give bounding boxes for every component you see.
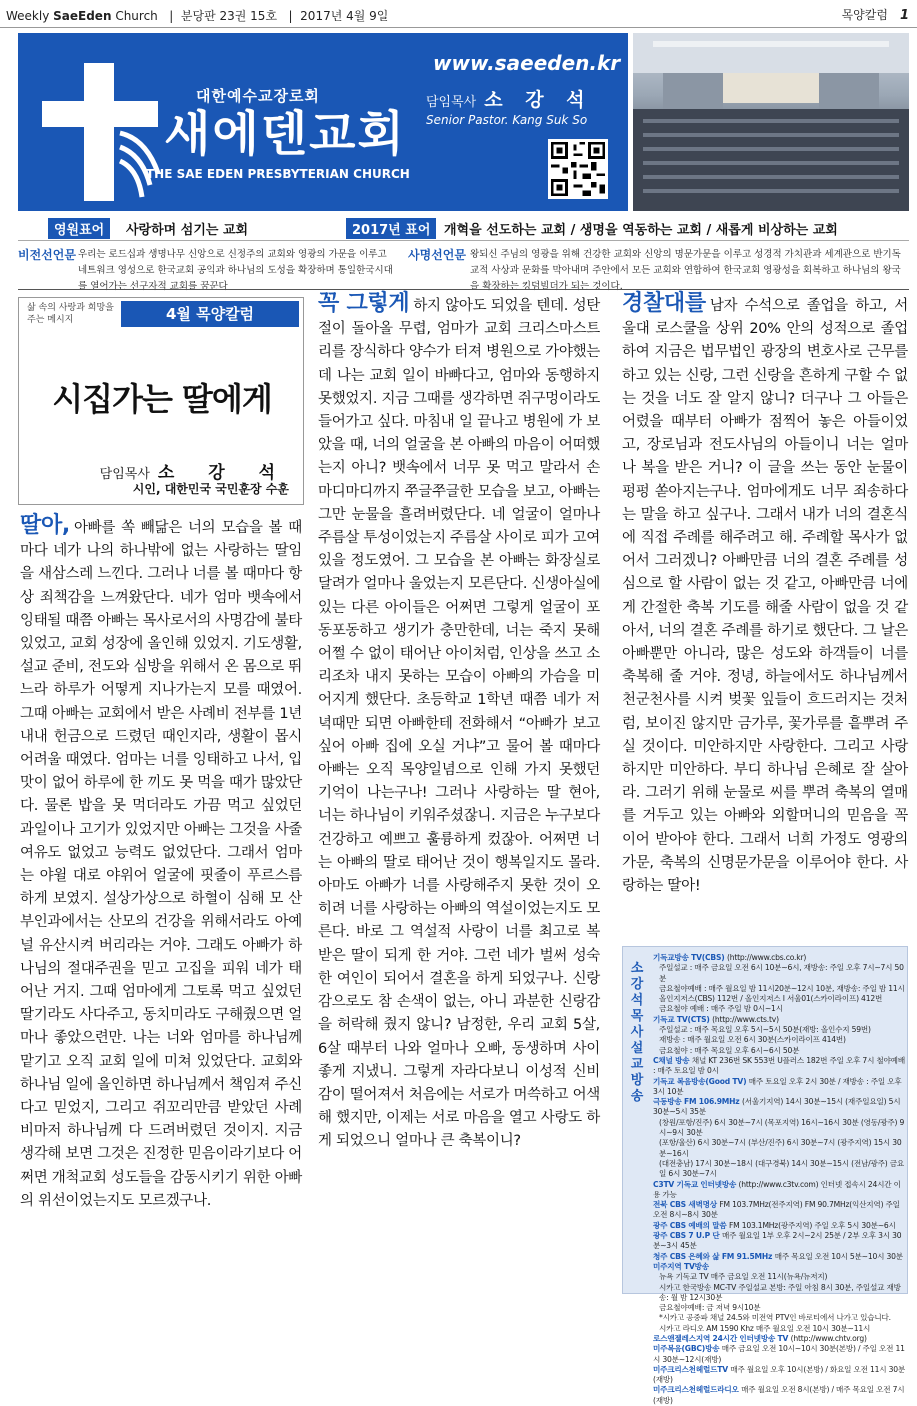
broadcast-program-detail: (대전충남) 17시 30분~18시 (대구경북) 14시 30분~15시 (전남/광주) 금요일 6시 30분~7시 bbox=[659, 1158, 905, 1179]
cross-logo-icon bbox=[42, 63, 162, 203]
broadcast-line bbox=[653, 1231, 905, 1252]
qr-code-icon[interactable] bbox=[548, 139, 608, 199]
broadcast-line bbox=[653, 994, 905, 1004]
broadcast-program-detail: 주일설교 : 매주 금요일 오전 6시 10분~6시, 재방송: 주일 오후 7시~7시 50분 bbox=[659, 963, 904, 983]
paragraph-3: 남자 수석으로 졸업을 하고, 서울대 로스쿨을 상위 20% 안의 성적으로 졸업하여 지금은 법무법인 광장의 변호사로 근무를 하고 있는 신랑, 그런 신랑을 흔하게 구할 수 없는 것을 너도 잘 알지 않니? 더구나 그 아들은 어렸을 때부터 아빠가 점찍어 놓은 아들이었고, 장로님과 전도사님의 아들이니 너는 얼마나 복을 받은 거니? 이 글을 쓰는 동안 눈물이 펑펑 쏟아지는구나. 엄마에게도 너무 죄송하다는 말을 하고 싶구나. 그래서 내가 너의 결혼식에 직접 주례를 해주려고 해. 주례할 목사가 없어서 그러겠니? 아빠만큼 너의 결혼 주례를 성심으로 할 사람이 없는 것 같고, 아빠만큼 너에게 간절한 축복 기도를 해줄 사람이 없을 것 같아서, 너의 결혼 주례를 하기로 했단다. 그 날은 아빠뿐만 아니라, 많은 성도와 하객들이 너를 축복해 줄 거야. 정녕, 하늘에서도 하나님께서 천군천사를 시켜 벚꽃 잎들이 흐드러지는 것처럼, 보이진 않지만 금가루, 꽃가루를 흩뿌려 주실 것이다. 미안하지만 사랑한다. 그리고 사랑하지만 미안하다. 부디 하나님 은혜로 잘 살아라. 그러기 위해 눈물로 씨를 뿌려 축복의 열매를 거두고 있는 아빠와 외할머니의 믿음을 꼭 이어 받아야 한다. 그래서 너희 가정도 영광의 가문, 축복의 신명문가문을 이루어야 한다. 사랑하는 딸아! bbox=[622, 298, 908, 895]
broadcast-line bbox=[653, 1385, 905, 1406]
broadcast-program-detail: 매주 금요일 오전 10시~10시 30분(본방) / 주일 오전 11시 30분~12시(재방) bbox=[653, 1344, 905, 1364]
broadcast-program-name: 기독교 복음방송(Good TV) bbox=[653, 1076, 749, 1086]
broadcast-program-name: 광주 CBS 7 U.P 단 bbox=[653, 1231, 722, 1241]
broadcast-line bbox=[653, 1056, 905, 1077]
issue-number: 분당판 23권 15호 bbox=[180, 9, 278, 23]
pastor-english-name: Senior Pastor. Kang Suk So bbox=[426, 113, 588, 127]
broadcast-program-name: 극동방송 FM 106.9MHz bbox=[653, 1097, 742, 1107]
broadcast-program-detail: (http://www.cbs.co.kr) bbox=[727, 953, 807, 962]
vision-text: 우리는 로드십과 생명나무 신앙으로 신정주의 교회와 영광의 가문을 이루고 네트워크 영성으로 한국교회 공익과 하나님의 도성을 확장하며 통일한국시대를 열어가는 선구자적 교회를 꿈꾼다 bbox=[78, 249, 393, 292]
broadcast-line bbox=[653, 1324, 905, 1334]
pastor-title: 담임목사 bbox=[426, 95, 477, 110]
broadcast-program-name: 기독교방송 TV(CBS) bbox=[653, 953, 727, 962]
broadcast-program-detail: (포항/울산) 6시 30분~7시 (부산/진주) 6시 30분~7시 (광주지역) 15시 30분~16시 bbox=[659, 1138, 902, 1158]
article-column-2 bbox=[318, 292, 600, 1154]
column-header bbox=[18, 297, 304, 505]
church-name: 새에덴교회 bbox=[164, 106, 406, 162]
broadcast-line bbox=[653, 1334, 905, 1344]
divider bbox=[18, 289, 909, 290]
broadcast-line bbox=[653, 1200, 905, 1221]
broadcast-program-detail: 금요철야 예배 : 매주 주일 밤 0시~1시 bbox=[659, 1004, 783, 1014]
broadcast-line bbox=[653, 1365, 905, 1386]
article-title: 시집가는 딸에게 bbox=[52, 380, 272, 418]
weekly-prefix: Weekly bbox=[6, 9, 54, 23]
sanctuary-photo bbox=[633, 33, 909, 211]
broadcast-line bbox=[653, 1159, 905, 1180]
column-label: 4월 목양칼럼 bbox=[121, 301, 299, 327]
broadcast-line bbox=[653, 1015, 905, 1025]
broadcast-program-detail: (서울기지역) 14시 30분~15시 (재주일요일) 5시 30분~5시 35분 bbox=[653, 1097, 901, 1117]
broadcast-line bbox=[653, 1138, 905, 1159]
issue-info: Weekly SaeEden Church | 분당판 23권 15호 | 2017년 4월 9일 bbox=[6, 9, 389, 23]
broadcast-program-detail: (http://www.c3tv.com) 인터넷 접속시 24시간 이용 가능 bbox=[653, 1179, 901, 1199]
broadcast-program-detail: 재방송 : 매주 월요일 오전 6시 30분(스카이라이프 414번) bbox=[659, 1035, 846, 1045]
broadcast-line bbox=[653, 1118, 905, 1139]
masthead-banner bbox=[18, 33, 628, 211]
broadcast-program-detail: 금요철야예배: 금 저녁 9시10분 bbox=[659, 1303, 761, 1313]
broadcast-line bbox=[653, 1180, 905, 1201]
broadcast-line bbox=[653, 1004, 905, 1014]
broadcast-program-detail: 올인지저스(CBS) 112번 / 올인지저스 I 서울01(스카이라이프) 412번 bbox=[659, 994, 883, 1004]
broadcast-program-detail: 매주 월요일 오후 10시(본방) / 화요일 오전 11시 30분(재방) bbox=[653, 1364, 906, 1385]
broadcast-program-name: 미주복음(GBC)방송 bbox=[653, 1344, 722, 1354]
broadcast-line bbox=[653, 1303, 905, 1313]
paragraph-1: 아빠를 쏙 빼닮은 너의 모습을 볼 때마다 네가 나의 하나밖에 없는 사랑하는 딸임을 새삼스레 느낀다. 그러나 너를 볼 때마다 항상 죄책감을 느껴왔단다. 네가 엄마 뱃속에서 잉태될 때쯤 아빠는 목사로서의 사명감에 불타 있었고, 교회 성장에 올인해 있었지. 기도생활, 설교 준비, 전도와 심방을 위해서 온 몸으로 뛰느라 하루가 어떻게 지나가는지 모를 때였어. 그때 아빠는 교회에서 받은 사례비 전부를 1년 내내 헌금으로 드렸던 때인지라, 생활이 몹시 어려울 때였다. 엄마는 너를 잉태하고 나서, 입맛이 없어 하루에 한 끼도 못 먹을 때가 많았단다. 물론 밥을 못 먹더라도 가끔 먹고 싶었던 과일이나 고기가 있었지만 아빠는 그것을 사줄 여유도 없었고 능력도 없었단다. 그래서 엄마는 야윌 대로 야위어 얼굴에 핏줄이 푸르스름하게 보였지. 설상가상으로 하혈이 심해 모 산부인과에서는 산모의 건강을 위해서라도 아예 널 유산시켜 버리라는 거야. 그래도 아빠가 하나님의 절대주권을 믿고 고집을 피워 네가 태어난 거지. 그때 엄마에게 그토록 먹고 싶었던 딸기라도 사다주고, 동치미라도 구해줬으면 얼마나 좋았으련만. 나는 너와 엄마를 하나님께 맡기고 오직 교회 일에 미쳐 있었단다. 교회와 하나님 일에 올인하면 하나님께서 책임져 주신다고 믿었지, 그리고 쥐꼬리만큼 받았던 사례비마저 하나님께 다 드려버렸던 것이지. 지금 생각해 보면 그것은 진정한 믿음이라기보다 어쩌면 개척교회 성도들을 감동시키기 위한 아빠의 위선이었는지도 모르겠구나. bbox=[20, 520, 302, 1209]
broadcast-label: 소강석목사 설교방송 bbox=[630, 961, 644, 1104]
year-motto-tag: 2017년 표어 bbox=[346, 218, 436, 239]
weekly-brand: SaeEden bbox=[53, 9, 112, 23]
broadcast-program-name: C채널 방송 bbox=[653, 1055, 692, 1065]
mission-text: 왕되신 주님의 영광을 위해 건강한 교회와 신앙의 명문가문을 이루고 성경적 가치관과 세계관으로 반기독교적 사상과 문화를 막아내며 주안에서 모든 교회와 연합하여 한국교회 영광성을 회복하고 하나님의 왕국을 확장하는 킹덤빌더가 되는 것이다. bbox=[470, 249, 901, 292]
broadcast-program-name: 청주 CBS 은혜와 삶 FM 91.5MHz bbox=[653, 1251, 775, 1261]
broadcast-line bbox=[653, 1272, 905, 1282]
author-description: 시인, 대한민국 국민훈장 수훈 bbox=[132, 482, 289, 496]
broadcast-program-detail: FM 103.1MHz(광주지역) 주일 오후 5시 30분~6시 bbox=[728, 1220, 896, 1230]
broadcast-program-name: 광주 CBS 예배의 말씀 bbox=[653, 1220, 729, 1230]
author-name: 소 강 석 bbox=[157, 463, 289, 483]
broadcast-program-detail: 매주 월요일 오전 8시(본방) / 매주 목요일 오전 7시(재방) bbox=[653, 1385, 905, 1405]
section-info bbox=[842, 6, 909, 23]
broadcast-program-detail: (창원/포항/진주) 6시 30분~7시 (목포지역) 16시~16시 30분 (영동/광주) 9시~9시 30분 bbox=[659, 1117, 905, 1138]
broadcast-program-name: 미주지역 TV방송 bbox=[653, 1261, 709, 1271]
weekly-suffix: Church bbox=[111, 9, 158, 23]
broadcast-list bbox=[653, 953, 905, 1406]
broadcast-program-name: 로스앤젤레스지역 24시간 인터넷방송 TV bbox=[653, 1333, 791, 1343]
year-motto-text: 개혁을 선도하는 교회 / 생명을 역동하는 교회 / 새롭게 비상하는 교회 bbox=[444, 223, 838, 238]
broadcast-program-detail: *시카고 공중파 채널 24.5와 미전역 PTV인 바로티에서 나가고 있습니다. bbox=[659, 1313, 891, 1323]
broadcast-program-detail: 시카고 한국방송 MC-TV 주일설교 본방: 주일 아침 8시 30분, 주일설교 재방송: 월 밤 12시30분 bbox=[659, 1282, 901, 1302]
broadcast-line bbox=[653, 1262, 905, 1272]
broadcast-program-name: 미주크리스천헤럴드TV bbox=[653, 1364, 731, 1374]
pastor-name: 소 강 석 bbox=[484, 89, 593, 111]
broadcast-line bbox=[653, 1077, 905, 1098]
broadcast-program-name: 기독교 TV(CTS) bbox=[653, 1014, 713, 1024]
article-column-1 bbox=[20, 514, 302, 1213]
broadcast-program-name: C3TV 기독교 인터넷방송 bbox=[653, 1179, 739, 1189]
broadcast-line bbox=[653, 984, 905, 994]
top-bar bbox=[0, 0, 917, 28]
section-name: 목양칼럼 bbox=[841, 8, 888, 22]
broadcast-program-name: 미주크리스천헤럴드라디오 bbox=[653, 1385, 742, 1395]
broadcast-program-detail: 뉴욕 기독교 TV 매주 금요일 오전 11시(뉴욕/뉴저지) bbox=[659, 1272, 828, 1282]
page-number: 1 bbox=[899, 8, 909, 23]
column-kicker: 삶 속의 사랑과 희망을 주는 메시지 bbox=[27, 303, 114, 325]
article-column-3 bbox=[622, 292, 908, 898]
church-url-link[interactable]: www.saeeden.kr bbox=[433, 51, 621, 75]
motto-bar bbox=[18, 213, 909, 241]
broadcast-program-detail: 시카고 라디오 AM 1590 Khz 매주 월요일 오전 10시 30분~11시 bbox=[659, 1323, 871, 1333]
broadcast-program-detail: (http://www.cts.tv) bbox=[712, 1014, 779, 1024]
broadcast-line bbox=[653, 963, 905, 984]
denomination: 대한예수교장로회 bbox=[196, 87, 320, 105]
issue-date: 2017년 4월 9일 bbox=[300, 9, 389, 23]
sanctuary-illustration-icon bbox=[633, 33, 909, 211]
broadcast-program-detail: 주일설교 : 매주 목요일 오후 5시~5시 50분(재방: 올인수지 59번) bbox=[659, 1025, 871, 1035]
eternal-motto-text: 사랑하며 섬기는 교회 bbox=[126, 223, 249, 238]
broadcast-schedule bbox=[622, 946, 908, 1405]
lead-word-3: 경찰대를 bbox=[622, 291, 706, 316]
broadcast-line bbox=[653, 1035, 905, 1045]
eternal-motto-tag: 영원표어 bbox=[48, 218, 110, 239]
broadcast-program-detail: 금요철야예배 : 매주 월요일 밤 11시20분~12시 10분, 재방송: 주일 밤 11시 bbox=[659, 983, 905, 993]
broadcast-program-detail: 매주 목요일 오전 10시 5분~10시 30분 bbox=[774, 1251, 903, 1261]
broadcast-line bbox=[653, 1344, 905, 1365]
broadcast-line bbox=[653, 1221, 905, 1231]
broadcast-line bbox=[653, 1025, 905, 1035]
lead-word-1: 딸아, bbox=[20, 513, 70, 538]
broadcast-program-detail: 채널 KT 236번 SK 553번 U플러스 182번 주일 오후 7시 철야예배 : 매주 토요일 밤 0시 bbox=[653, 1055, 905, 1076]
broadcast-program-name: 전북 CBS 새벽명상 bbox=[653, 1200, 720, 1210]
lead-word-2: 꼭 그렇게 bbox=[318, 291, 410, 316]
vision-label: 비전선언문 bbox=[18, 248, 76, 262]
broadcast-program-detail: 매주 월요일 1부 오후 2시~2시 25분 / 2부 오후 3시 30분~3시 45분 bbox=[653, 1231, 902, 1251]
paragraph-2: 하지 않아도 되었을 텐데. 성탄절이 돌아올 무렵, 엄마가 교회 크리스마스트리를 장식하다 양수가 터져 병원으로 가야했는데 나는 교회 일이 바빠다고, 엄마와 동행하지 못했었지. 지금 그때를 생각하면 쥐구멍이라도 들어가고 싶다. 마침내 일 끝나고 병원에 가 보았을 때, 너의 얼굴을 본 아빠의 마음이 어떠했는지 아니? 뱃속에서 너무 못 먹고 말라서 손마디마디까지 쭈글쭈글한 모습을 보고, 아빠는 그만 눈물을 흘려버렸단다. 네 얼굴이 얼마나 주름살 투성이었는지 주름살 사이로 피가 고여 있을 정도였어. 그 모습을 본 아빠는 화장실로 달려가 얼마나 울었는지 모른단다. 신생아실에 있는 다른 아이들은 어쩌면 그렇게 얼굴이 포동포동하고 생기가 충만한데, 너는 죽지 못해 어쩔 수 없이 태어난 아이처럼, 인상을 쓰고 소리조차 내지 못하는 모습이 아빠의 가슴을 미어지게 했단다. 초등학교 1학년 때쯤 네가 저녁때만 되면 아빠한테 전화해서 “아빠가 보고 싶어 아빠 집에 오실 거냐”고 물어 볼 때마다 아빠는 오직 목양일념으로 인해 가지 못했던 기억이 나는구나! 그러나 사랑하는 딸 현아, 너는 하나님이 키워주셨잖니. 지금은 누구보다 건강하고 예쁘고 훌륭하게 컸잖아. 어쩌면 너는 아빠의 딸로 태어난 것이 행복일지도 몰라. 아마도 아빠가 너를 사랑해주지 못한 것이 오히려 너를 사랑하는 아빠의 역설이었는지도 모른다. 바로 그 역설적 사랑이 너를 최고로 복 받은 딸이 되게 한 거야. 그런 네가 벌써 성숙한 여인이 되어서 결혼을 하게 되었구나. 신랑감으로도 참 손색이 없는, 아니 과분한 신랑감을 허락해 줬지 않니? 남정한, 우리 교회 5살, 6살 때부터 나와 얼마나 오빠, 동생하며 사이좋게 지냈니. 그렇게 자라다보니 이성적 신비감이 떨어져서 처음에는 서로가 머쓱하고 어색해 했지만, 이제는 서로 마음을 열고 사랑도 하게 되었으니 얼마나 큰 축복이니? bbox=[318, 298, 600, 1150]
broadcast-program-detail: 금요철야 : 매주 목요일 오후 6시~6시 50분 bbox=[659, 1045, 800, 1055]
broadcast-program-detail: (http://www.chtv.org) bbox=[790, 1333, 867, 1343]
broadcast-program-detail: 매주 토요일 오후 2시 30분 / 재방송 : 주일 오후 3시 10분 bbox=[653, 1076, 902, 1096]
broadcast-program-detail: FM 103.7MHz(전주지역) FM 90.7MHz(익산지역) 주일 오전 8시~8시 30분 bbox=[653, 1200, 900, 1220]
broadcast-line bbox=[653, 1313, 905, 1323]
author-title: 담임목사 bbox=[99, 467, 150, 482]
broadcast-line bbox=[653, 953, 905, 963]
senior-pastor bbox=[426, 85, 593, 112]
mission-label: 사명선언문 bbox=[408, 248, 466, 262]
broadcast-line bbox=[653, 1283, 905, 1304]
broadcast-line bbox=[653, 1252, 905, 1262]
church-english-name: THE SAE EDEN PRESBYTERIAN CHURCH bbox=[146, 167, 410, 181]
broadcast-line bbox=[653, 1097, 905, 1118]
broadcast-line bbox=[653, 1046, 905, 1056]
